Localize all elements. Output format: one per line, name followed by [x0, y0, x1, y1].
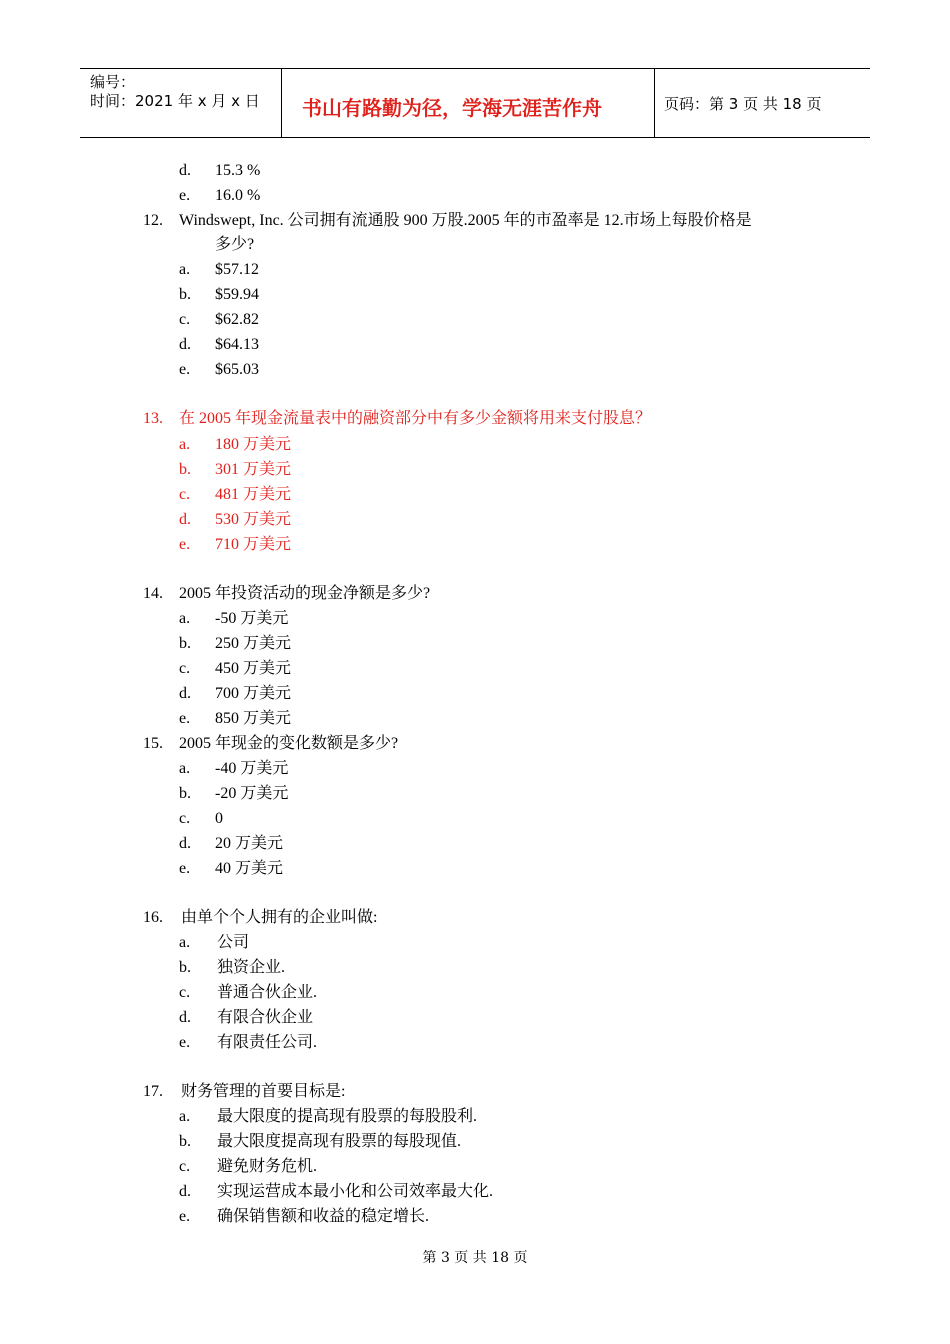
- question-text: 2005 年现金的变化数额是多少?: [179, 735, 399, 752]
- option-label: c.: [179, 810, 191, 827]
- header-divider: [654, 69, 655, 137]
- header-motto: 书山有路勤为径，学海无涯苦作舟: [302, 96, 602, 120]
- option-label: a.: [179, 436, 191, 453]
- question-text: Windswept, Inc. 公司拥有流通股 900 万股.2005 年的市盈率是 12.市场上每股价格是: [179, 212, 752, 229]
- option-text: $65.03: [215, 361, 259, 378]
- question-number: 15.: [143, 735, 163, 752]
- number-label: 编号：: [90, 73, 136, 91]
- option-label: c.: [179, 486, 191, 503]
- option-label: a.: [179, 610, 191, 627]
- option-text: $62.82: [215, 311, 259, 328]
- question-text: 由单个个人拥有的企业叫做:: [181, 909, 378, 926]
- option-text: 最大限度的提高现有股票的每股股利.: [217, 1108, 478, 1125]
- option-label: e.: [179, 187, 191, 204]
- option-text: 独资企业.: [217, 959, 286, 976]
- option-text: 16.0 %: [215, 187, 261, 204]
- option-label: c.: [179, 660, 191, 677]
- option-text: 20 万美元: [215, 835, 284, 852]
- question-number: 12.: [143, 212, 163, 229]
- option-label: a.: [179, 934, 191, 951]
- option-label: d.: [179, 162, 191, 179]
- option-text: 710 万美元: [215, 536, 292, 553]
- option-label: d.: [179, 511, 191, 528]
- question-number: 14.: [143, 585, 163, 602]
- option-label: d.: [179, 835, 191, 852]
- option-text: 850 万美元: [215, 710, 292, 727]
- header-page-info: 页码：第 3 页 共 18 页: [664, 95, 822, 113]
- option-label: d.: [179, 336, 191, 353]
- option-text: -20 万美元: [215, 785, 289, 802]
- option-label: d.: [179, 685, 191, 702]
- option-text: 0: [215, 810, 223, 827]
- option-label: c.: [179, 311, 191, 328]
- option-text: 有限合伙企业: [217, 1009, 314, 1026]
- option-text: 301 万美元: [215, 461, 292, 478]
- question-text: 财务管理的首要目标是:: [181, 1083, 346, 1100]
- option-text: 15.3 %: [215, 162, 261, 179]
- option-label: e.: [179, 361, 191, 378]
- option-text: 最大限度提高现有股票的每股现值.: [217, 1133, 462, 1150]
- option-label: e.: [179, 536, 191, 553]
- option-label: a.: [179, 760, 191, 777]
- option-text: 有限责任公司.: [217, 1034, 318, 1051]
- option-text: 实现运营成本最小化和公司效率最大化.: [217, 1183, 494, 1200]
- option-text: 250 万美元: [215, 635, 292, 652]
- option-text: 公司: [217, 934, 250, 951]
- option-label: a.: [179, 261, 191, 278]
- question-text: 2005 年投资活动的现金净额是多少?: [179, 585, 431, 602]
- option-text: $57.12: [215, 261, 259, 278]
- option-text: 450 万美元: [215, 660, 292, 677]
- option-label: e.: [179, 1208, 191, 1225]
- page-footer: 第 3 页 共 18 页: [422, 1250, 528, 1266]
- option-label: a.: [179, 1108, 191, 1125]
- question-number: 17.: [143, 1083, 163, 1100]
- header-divider: [281, 69, 282, 137]
- time-label: 时间：2021 年 x 月 x 日: [90, 92, 260, 110]
- option-text: 40 万美元: [215, 860, 284, 877]
- option-label: c.: [179, 1158, 191, 1175]
- option-text: 普通合伙企业.: [217, 984, 318, 1001]
- option-text: $59.94: [215, 286, 259, 303]
- option-label: d.: [179, 1183, 191, 1200]
- question-text: 在 2005 年现金流量表中的融资部分中有多少金额将用来支付股息？: [179, 410, 652, 427]
- option-text: 避免财务危机.: [217, 1158, 318, 1175]
- option-text: 481 万美元: [215, 486, 292, 503]
- option-label: b.: [179, 286, 191, 303]
- option-text: 确保销售额和收益的稳定增长.: [217, 1208, 430, 1225]
- option-label: b.: [179, 1133, 191, 1150]
- option-label: c.: [179, 984, 191, 1001]
- option-text: 180 万美元: [215, 436, 292, 453]
- option-label: b.: [179, 635, 191, 652]
- question-number: 13.: [143, 410, 163, 427]
- option-label: b.: [179, 461, 191, 478]
- option-text: 530 万美元: [215, 511, 292, 528]
- question-number: 16.: [143, 909, 163, 926]
- option-text: -50 万美元: [215, 610, 289, 627]
- page-header: [80, 68, 870, 138]
- option-label: e.: [179, 710, 191, 727]
- question-text: 多少?: [215, 236, 255, 253]
- option-label: b.: [179, 959, 191, 976]
- option-text: 700 万美元: [215, 685, 292, 702]
- option-label: e.: [179, 860, 191, 877]
- option-label: b.: [179, 785, 191, 802]
- option-label: e.: [179, 1034, 191, 1051]
- option-text: -40 万美元: [215, 760, 289, 777]
- option-text: $64.13: [215, 336, 259, 353]
- option-label: d.: [179, 1009, 191, 1026]
